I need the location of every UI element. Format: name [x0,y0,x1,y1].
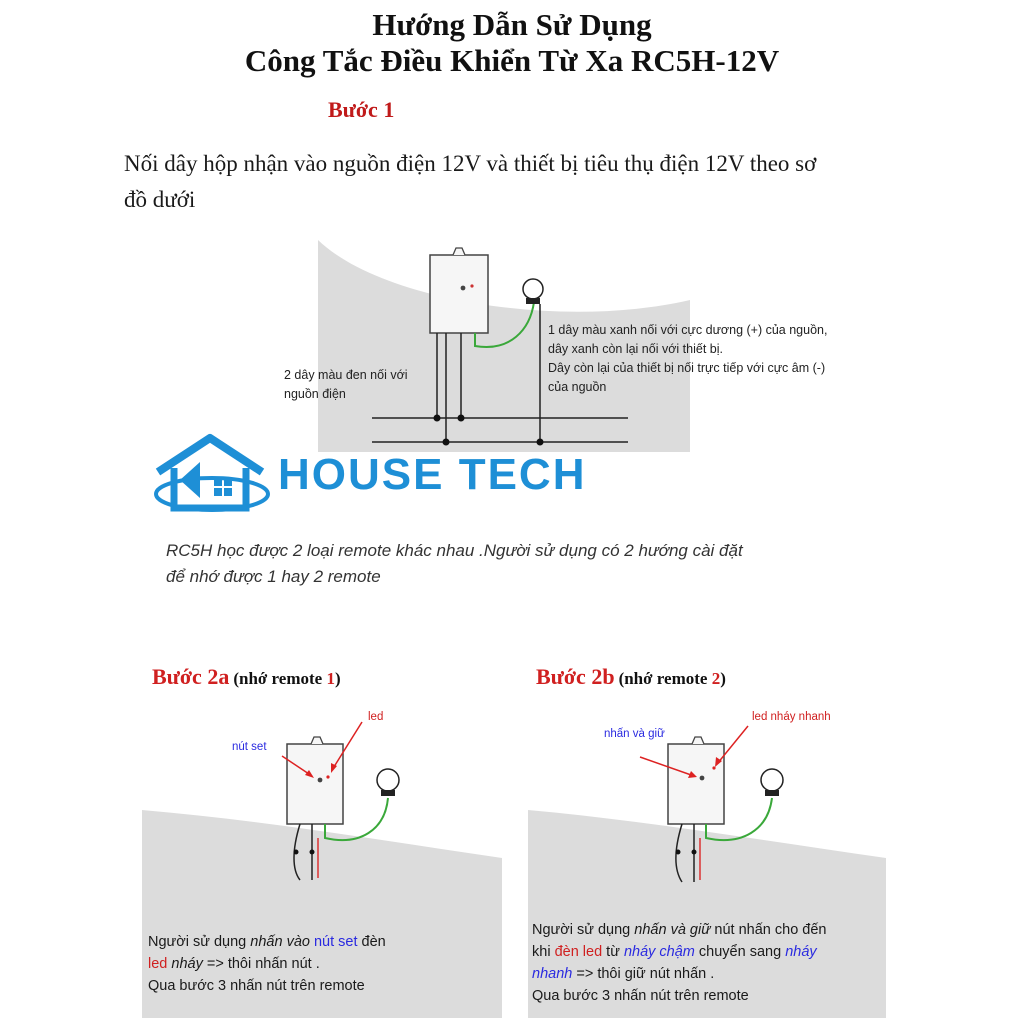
step2a-desc-line-1 [148,932,498,953]
step2b-receiver-box [668,744,724,824]
step2b-desc-release: => thôi giữ nút nhấn . [572,966,715,982]
step2a-receiver-box [287,744,343,824]
step2a-label: Bước 2a [152,664,230,689]
step2b-desc-denled: đèn led [554,944,603,960]
step2a-desc-nhay: nháy [167,956,203,972]
left-note-line-1: 2 dây màu đen nối với [284,368,408,382]
step2a-desc-led: led [148,956,168,972]
step2b-desc-line-3 [532,964,884,985]
step2a-desc-den: đèn [357,934,386,950]
step2a-desc-text: Người sử dụng [148,934,251,950]
step2b-desc-line-1 [532,920,884,941]
step2a-led-label: led [368,711,384,723]
step2b-desc-fast: nhanh [532,966,573,982]
right-note-line-4: của nguồn [548,380,607,394]
left-note-line-2: nguồn điện [284,387,346,401]
step1-text-line-1: Nối dây hộp nhận vào nguồn điện 12V và thiết bị tiêu thụ điện 12V theo sơ [124,151,817,176]
step2b-led-label: led nháy nhanh [752,711,831,723]
step2b-desc-nhay: nháy [785,944,817,960]
right-note-line-1: 1 dây màu xanh nối với cực dương (+) của nguồn, [548,323,828,337]
step2b-desc-tu: từ [602,944,624,960]
intro-line-1: RC5H học được 2 loại remote khác nhau .Người sử dụng có 2 hướng cài đặt [166,541,743,560]
title-line-1: Hướng Dẫn Sử Dụng [372,7,652,42]
step2a-close: ) [334,669,341,688]
step2b-desc-em: nhấn và giữ [634,922,711,938]
step1-text-line-2: đồ dưới [124,187,196,212]
step2b-desc-change: chuyển sang [694,944,786,960]
step2b-close: ) [720,669,726,688]
house-tech-logo-text: HOUSE TECH [278,450,587,499]
right-note-line-3: Dây còn lại của thiết bị nối trực tiếp với cực âm (-) [548,361,826,375]
title-line-2: Công Tắc Điều Khiển Từ Xa RC5H-12V [244,43,780,78]
step2b-num: 2 [711,669,721,688]
step2b-press-label: nhấn và giữ [604,728,665,740]
step2a-desc-set: nút set [313,934,358,950]
step2a-desc-em: nhấn vào [250,934,310,950]
step2b-desc-rest: nút nhấn cho đến [710,922,827,938]
step2a-desc-line-2 [148,954,498,975]
step2a-set-label: nút set [232,741,267,753]
step2a-num: 1 [326,669,335,688]
step2a-open: (nhớ remote [233,669,327,688]
step2a-desc-line-3: Qua bước 3 nhấn nút trên remote [148,978,365,994]
step2b-open: (nhớ remote [618,669,712,688]
right-note-line-2: dây xanh còn lại nối với thiết bị. [548,342,723,356]
step2b-desc-line-4: Qua bước 3 nhấn nút trên remote [532,988,749,1004]
step1-heading: Bước 1 [328,97,395,122]
step2a-desc-release: => thôi nhấn nút . [202,956,320,972]
step2b-label: Bước 2b [536,664,615,689]
intro-line-2: để nhớ được 1 hay 2 remote [166,567,381,586]
step2b-desc-khi: khi [532,944,555,960]
step2b-desc-text: Người sử dụng [532,922,635,938]
step2b-desc-slow: nháy chậm [623,944,695,960]
step2b-desc-line-2 [532,942,884,963]
